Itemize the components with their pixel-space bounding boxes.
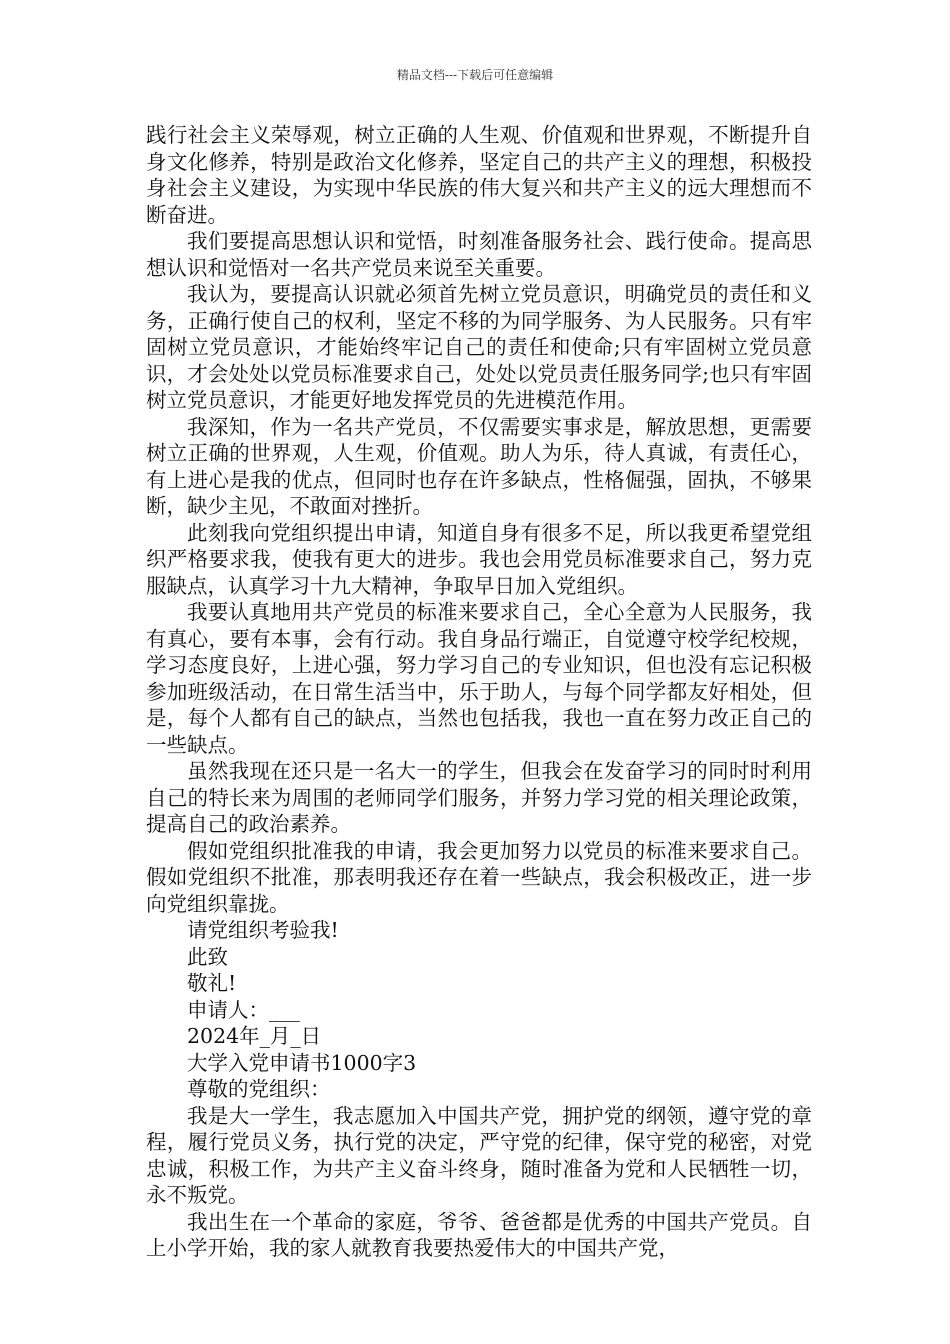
paragraph-7: 虽然我现在还只是一名大一的学生，但我会在发奋学习的同时时利用自己的特长来为周围的老师同学们服务，并努力学习党的相关理论政策，提高自己的政治素养。 bbox=[146, 759, 812, 836]
next-letter-title: 大学入党申请书1000字3 bbox=[187, 1050, 417, 1075]
paragraph-6: 我要认真地用共产党员的标准来要求自己，全心全意为人民服务，我有真心，要有本事，会有行动。我自身品行端正，自觉遵守校学纪校规，学习态度良好，上进心强，努力学习自己的专业知识，但也没有忘记积极参加班级活动，在日常生活当中，乐于助人，与每个同学都友好相处，但是，每个人都有自己的缺点，当然也包括我，我也一直在努力改正自己的一些缺点。 bbox=[146, 600, 812, 757]
document-body bbox=[146, 122, 812, 1262]
paragraph-2: 我们要提高思想认识和觉悟，时刻准备服务社会、践行使命。提高思想认识和觉悟对一名共产党员来说至关重要。 bbox=[146, 229, 812, 280]
request-line: 请党组织考验我! bbox=[187, 918, 339, 942]
paragraph-1: 践行社会主义荣辱观，树立正确的人生观、价值观和世界观，不断提升自身文化修养，特别是政治文化修养，坚定自己的共产主义的理想，积极投身社会主义建设，为实现中华民族的伟大复兴和共产主义的远大理想而不断奋进。 bbox=[146, 123, 812, 227]
paragraph-9: 我是大一学生，我志愿加入中国共产党，拥护党的纲领，遵守党的章程，履行党员义务，执行党的决定，严守党的纪律，保守党的秘密，对党忠诚，积极工作，为共产主义奋斗终身，随时准备为党和人民牺牲一切，永不叛党。 bbox=[146, 1103, 812, 1207]
closing-jingli: 敬礼! bbox=[187, 971, 237, 995]
paragraph-4: 我深知，作为一名共产党员，不仅需要实事求是，解放思想，更需要树立正确的世界观，人生观，价值观。助人为乐，待人真诚，有责任心，有上进心是我的优点，但同时也存在许多缺点，性格倔强，固执，不够果断，缺少主见，不敢面对挫折。 bbox=[146, 414, 812, 518]
applicant-line: 申请人：___ bbox=[187, 997, 300, 1022]
page-header: 精品文档---下载后可任意编辑 bbox=[396, 68, 554, 82]
paragraph-5: 此刻我向党组织提出申请，知道自身有很多不足，所以我更希望党组织严格要求我，使我有更大的进步。我也会用党员标准要求自己，努力克服缺点，认真学习十九大精神，争取早日加入党组织。 bbox=[146, 520, 812, 598]
paragraph-8: 假如党组织批准我的申请，我会更加努力以党员的标准来要求自己。假如党组织不批准，那表明我还存在着一些缺点，我会积极改正，进一步向党组织靠拢。 bbox=[146, 838, 812, 916]
date-line: 2024年_月_日 bbox=[187, 1024, 322, 1048]
salutation: 尊敬的党组织： bbox=[187, 1077, 331, 1101]
paragraph-3: 我认为，要提高认识就必须首先树立党员意识，明确党员的责任和义务，正确行使自己的权利，坚定不移的为同学服务、为人民服务。只有牢固树立党员意识，才能始终牢记自己的责任和使命;只有牢固树立党员意识，才会处处以党员标准要求自己，处处以党员责任服务同学;也只有牢固树立党员意识，才能更好地发挥党员的先进模范作用。 bbox=[146, 282, 812, 412]
closing-cizhi: 此致 bbox=[187, 944, 228, 969]
paragraph-10: 我出生在一个革命的家庭，爷爷、爸爸都是优秀的中国共产党员。自上小学开始，我的家人就教育我要热爱伟大的中国共产党， bbox=[146, 1209, 812, 1260]
